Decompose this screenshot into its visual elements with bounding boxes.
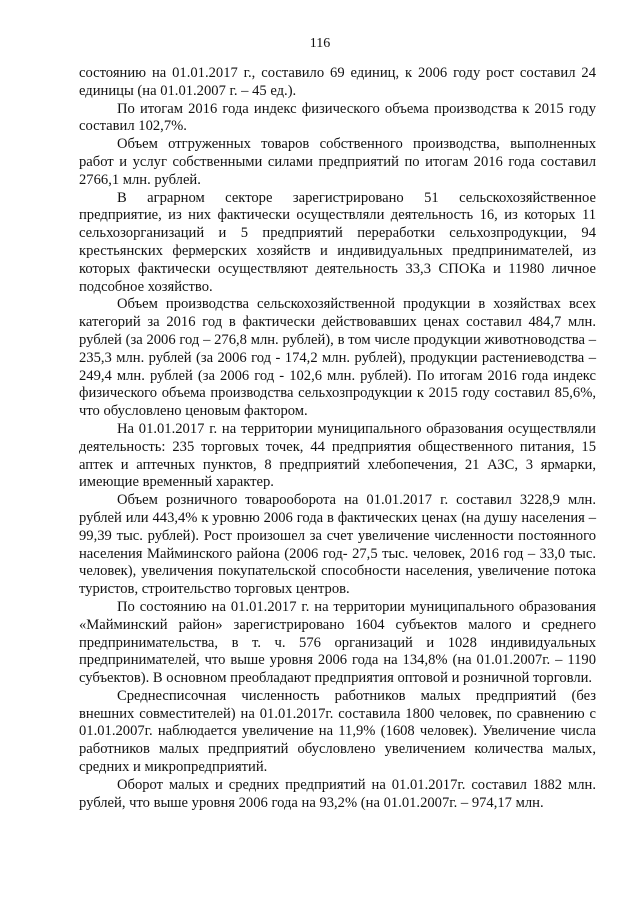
paragraph: В аграрном секторе зарегистрировано 51 сельскохозяйственное предприятие, из них фактически осуществляли деятельность 16, из которых 11 сельхозорганизаций и 5 предприятий переработки сельхозпродукции, 94 крестьянских фермерских хозяйств и индивидуальных предпринимателей, из которых фактически осуществляют деятельность 33,3 СПОКа и 11980 личное подсобное хозяйство. (79, 189, 596, 295)
document-body (79, 65, 596, 812)
paragraph: Оборот малых и средних предприятий на 01.01.2017г. составил 1882 млн. рублей, что выше уровня 2006 года на 93,2% (на 01.01.2007г. – 974,17 млн. (79, 776, 596, 811)
paragraph: Объем производства сельскохозяйственной продукции в хозяйствах всех категорий за 2016 год в фактически действовавших ценах составил 484,7 млн. рублей (за 2006 год – 276,8 млн. рублей), в том числе продукции животноводства – 235,3 млн. рублей (за 2006 год - 174,2 млн. рублей), продукции растениеводства – 249,4 млн. рублей (за 2006 год - 102,6 млн. рублей). По итогам 2016 года индекс физического объема производства сельхозпродукции к 2015 году составил 85,6%, что обусловлено ценовым фактором. (79, 296, 596, 420)
paragraph: Объем розничного товарооборота на 01.01.2017 г. составил 3228,9 млн. рублей или 443,4% к уровню 2006 года в фактических ценах (на душу населения – 99,39 тыс. рублей). Рост произошел за счет увеличение численности постоянного населения Майминского района (2006 год- 27,5 тыс. человек, 2016 год – 33,0 тыс. человек), увеличения покупательской способности населения, увеличение потока туристов, строительство торговых центров. (79, 492, 596, 598)
paragraph: Среднесписочная численность работников малых предприятий (без внешних совместителей) на 01.01.2017г. составила 1800 человек, по сравнению с 01.01.2007г. наблюдается увеличение на 11,9% (1608 человек). Увеличение числа работников малых предприятий обусловлено увеличением количества малых, средних и микропредприятий. (79, 687, 596, 776)
paragraph: состоянию на 01.01.2017 г., составило 69 единиц, к 2006 году рост составил 24 единицы (на 01.01.2007 г. – 45 ед.). (79, 65, 596, 99)
page-number: 116 (309, 36, 331, 51)
paragraph: По состоянию на 01.01.2017 г. на территории муниципального образования «Майминский район» зарегистрировано 1604 субъектов малого и среднего предпринимательства, в т. ч. 576 организаций и 1028 индивидуальных предпринимателей, что выше уровня 2006 года на 134,8% (на 01.01.2007г. – 1190 субъектов). В основном преобладают предприятия оптовой и розничной торговли. (79, 598, 596, 687)
paragraph: По итогам 2016 года индекс физического объема производства к 2015 году составил 102,7%. (79, 100, 596, 135)
paragraph: На 01.01.2017 г. на территории муниципального образования осуществляли деятельность: 235 торговых точек, 44 предприятия общественного питания, 15 аптек и аптечных пунктов, 8 предприятий хлебопечения, 21 АЗС, 3 ярмарки, имеющие временный характер. (79, 420, 596, 491)
paragraph: Объем отгруженных товаров собственного производства, выполненных работ и услуг собственными силами предприятий по итогам 2016 года составил 2766,1 млн. рублей. (79, 136, 596, 188)
